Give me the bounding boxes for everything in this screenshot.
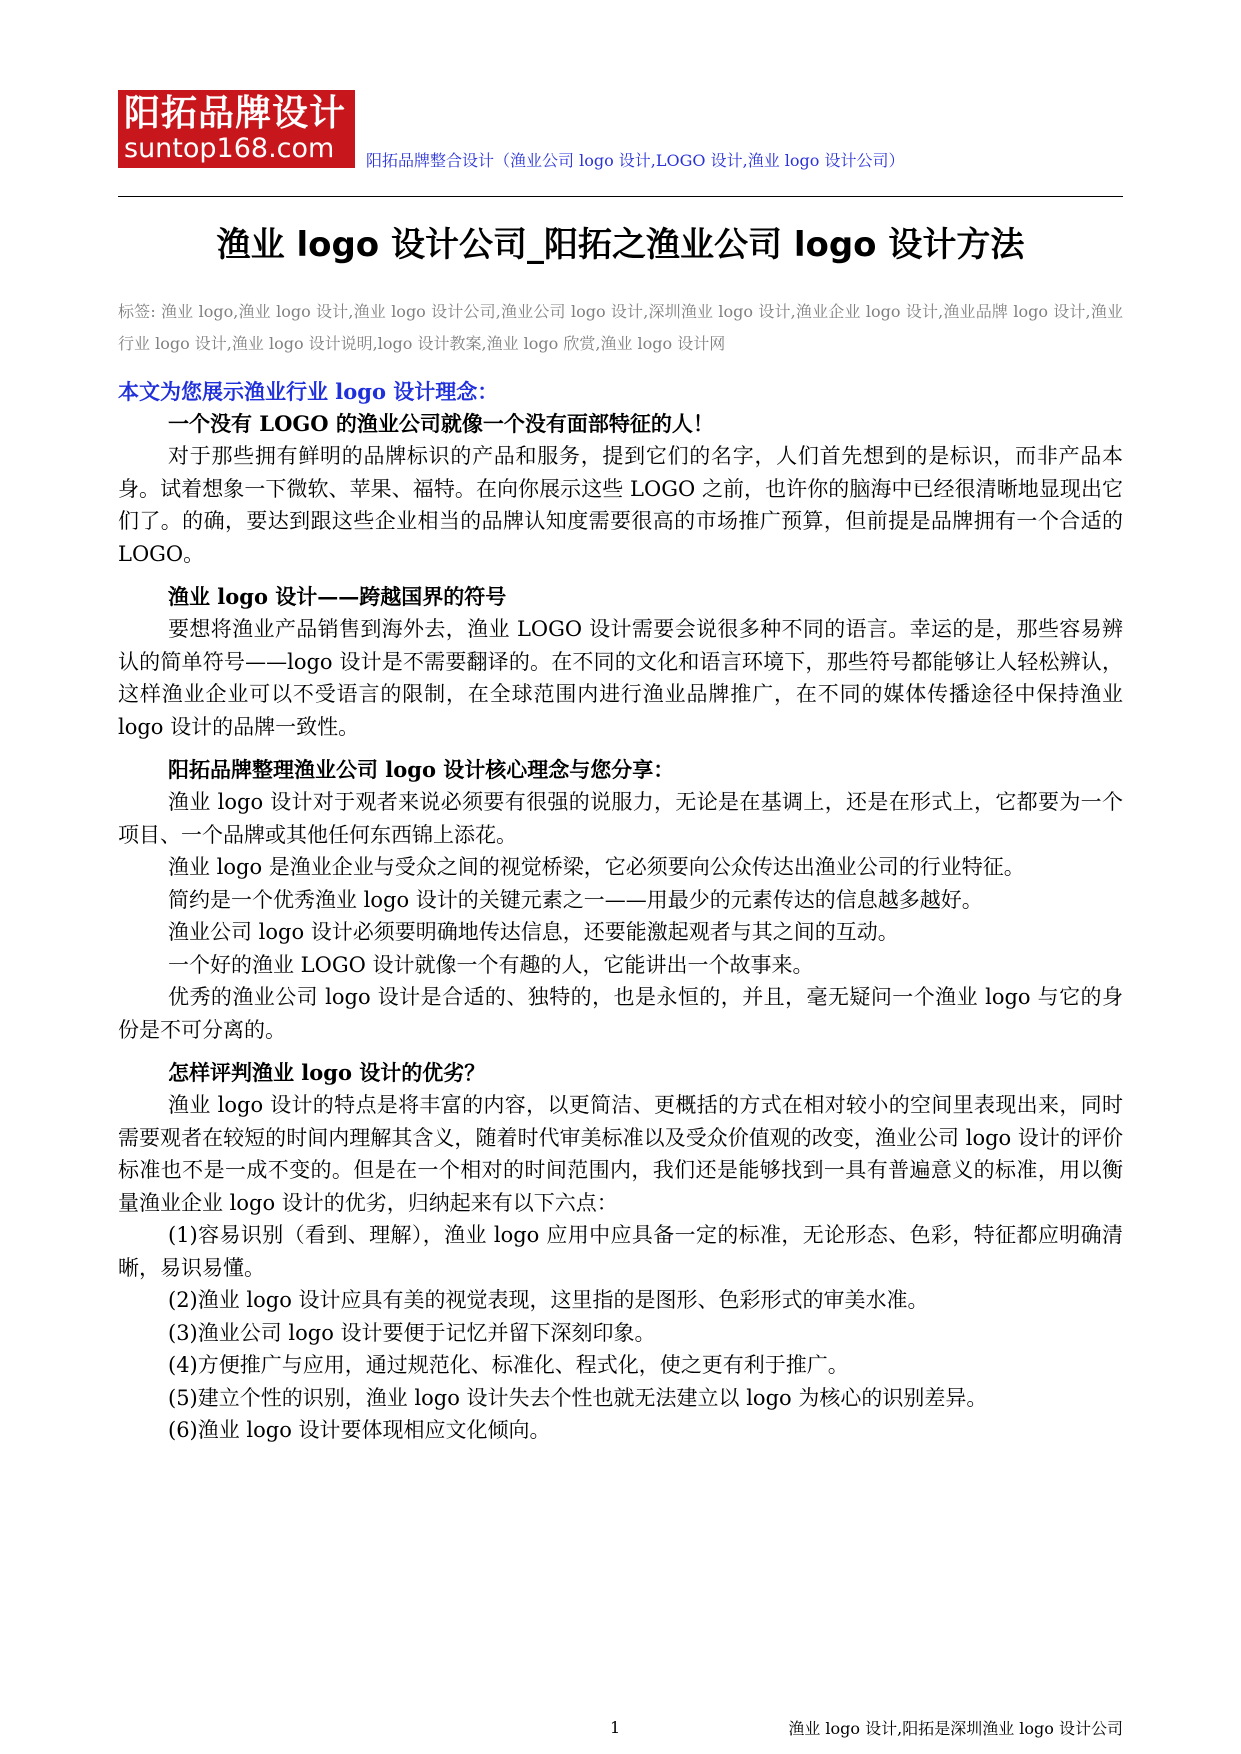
- header-divider: [118, 196, 1123, 197]
- article-body: [118, 376, 1123, 1447]
- section-heading: 阳拓品牌整理渔业公司 logo 设计核心理念与您分享：: [168, 757, 675, 782]
- paragraph: 渔业 logo 设计的特点是将丰富的内容，以更简洁、更概括的方式在相对较小的空间里表现出来，同时需要观者在较短的时间内理解其含义，随着时代审美标准以及受众价值观的改变，渔业公司 logo 设计的评价标准也不是一成不变的。但是在一个相对的时间范围内，我们还是能够找到一具有普遍意义的标准，用以衡量渔业企业 logo 设计的优劣，归纳起来有以下六点：: [118, 1093, 1123, 1215]
- page-number: 1: [610, 1718, 621, 1737]
- paragraph: 一个好的渔业 LOGO 设计就像一个有趣的人，它能讲出一个故事来。: [168, 952, 814, 977]
- list-item: (4)方便推广与应用，通过规范化、标准化、程式化，使之更有利于推广。: [168, 1353, 849, 1377]
- intro-heading: 本文为您展示渔业行业 logo 设计理念：: [118, 379, 499, 404]
- logo-chinese-text: 阳拓品牌设计: [124, 93, 347, 134]
- tags-line: 标签: 渔业 logo,渔业 logo 设计,渔业 logo 设计公司,渔业公司 logo 设计,深圳渔业 logo 设计,渔业企业 logo 设计,渔业品牌 logo 设计,渔业行业 logo 设计,渔业 logo 设计说明,logo 设计教案,渔业 logo 欣赏,渔业 logo 设计网: [118, 302, 1123, 353]
- section-heading: 怎样评判渔业 logo 设计的优劣？: [168, 1060, 486, 1085]
- section-heading: 一个没有 LOGO 的渔业公司就像一个没有面部特征的人！: [168, 411, 714, 436]
- paragraph: 简约是一个优秀渔业 logo 设计的关键元素之一——用最少的元素传达的信息越多越好。: [168, 887, 983, 912]
- paragraph: 对于那些拥有鲜明的品牌标识的产品和服务，提到它们的名字，人们首先想到的是标识，而非产品本身。试着想象一下微软、苹果、福特。在向你展示这些 LOGO 之前，也许你的脑海中已经很清晰地显现出它们了。的确，要达到跟这些企业相当的品牌认知度需要很高的市场推广预算，但前提是品牌拥有一个合适的 LOGO。: [118, 444, 1123, 566]
- page-title: 渔业 logo 设计公司_阳拓之渔业公司 logo 设计方法: [216, 225, 1025, 265]
- list-item: (2)渔业 logo 设计应具有美的视觉表现，这里指的是图形、色彩形式的审美水准。: [168, 1288, 929, 1312]
- section-heading: 渔业 logo 设计——跨越国界的符号: [168, 584, 507, 609]
- list-item: (5)建立个性的识别，渔业 logo 设计失去个性也就无法建立以 logo 为核心的识别差异。: [168, 1385, 988, 1410]
- paragraph: 要想将渔业产品销售到海外去，渔业 LOGO 设计需要会说很多种不同的语言。幸运的是，那些容易辨认的简单符号——logo 设计是不需要翻译的。在不同的文化和语言环境下，那些符号都能够让人轻松辨认，这样渔业企业可以不受语言的限制，在全球范围内进行渔业品牌推广，在不同的媒体传播途径中保持渔业 logo 设计的品牌一致性。: [118, 617, 1123, 739]
- footer-text: 渔业 logo 设计,阳拓是深圳渔业 logo 设计公司: [788, 1719, 1123, 1738]
- list-item: (6)渔业 logo 设计要体现相应文化倾向。: [168, 1418, 551, 1442]
- list-item: (3)渔业公司 logo 设计要便于记忆并留下深刻印象。: [168, 1320, 656, 1345]
- paragraph: 渔业 logo 是渔业企业与受众之间的视觉桥梁，它必须要向公众传达出渔业公司的行业特征。: [168, 855, 1025, 879]
- logo-domain-text: suntop168.com: [124, 133, 335, 164]
- brand-logo[interactable]: [118, 90, 355, 168]
- header-link[interactable]: 阳拓品牌整合设计（渔业公司 logo 设计,LOGO 设计,渔业 logo 设计公司）: [366, 151, 905, 170]
- list-item: (1)容易识别（看到、理解），渔业 logo 应用中应具备一定的标准，无论形态、色彩，特征都应明确清晰，易识易懂。: [118, 1223, 1123, 1280]
- paragraph: 优秀的渔业公司 logo 设计是合适的、独特的，也是永恒的，并且，毫无疑问一个渔业 logo 与它的身份是不可分离的。: [118, 985, 1123, 1042]
- paragraph: 渔业公司 logo 设计必须要明确地传达信息，还要能激起观者与其之间的互动。: [168, 920, 899, 944]
- paragraph: 渔业 logo 设计对于观者来说必须要有很强的说服力，无论是在基调上，还是在形式上，它都要为一个项目、一个品牌或其他任何东西锦上添花。: [118, 790, 1123, 847]
